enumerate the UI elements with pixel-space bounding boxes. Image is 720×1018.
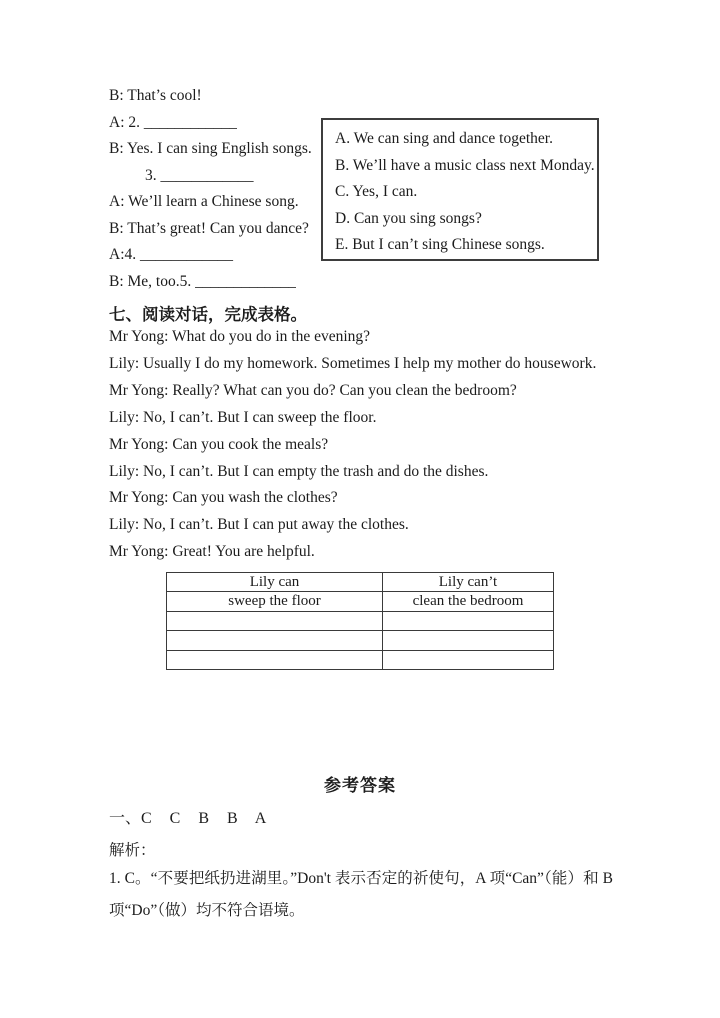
- exercise-seven-heading: 七、阅读对话，完成表格。: [109, 305, 307, 324]
- analysis-label: 解析：: [109, 842, 156, 859]
- table-cell-empty: [383, 650, 554, 669]
- option-d: D. Can you sing songs?: [335, 209, 482, 227]
- dialogue-line-blank-4: A:4. ____________: [109, 246, 233, 263]
- table-cell-empty: [383, 631, 554, 650]
- dialogue-line: Lily: No, I can’t. But I can empty the trash and do the dishes.: [109, 462, 489, 480]
- dialogue-line: A: We’ll learn a Chinese song.: [109, 193, 299, 210]
- table-cell-empty: [167, 611, 383, 630]
- dialogue-line: B: Yes. I can sing English songs.: [109, 140, 312, 157]
- table-cell: sweep the floor: [167, 592, 383, 611]
- exercise-seven-dialogue: [109, 324, 619, 566]
- table-row: [167, 611, 554, 630]
- table-cell-empty: [167, 650, 383, 669]
- dialogue-line: Mr Yong: Can you cook the meals?: [109, 435, 329, 453]
- dialogue-line: Lily: No, I can’t. But I can sweep the floor.: [109, 408, 377, 426]
- explanation-line: 项“Do”（做）均不符合语境。: [109, 901, 305, 919]
- option-a: A. We can sing and dance together.: [335, 130, 553, 147]
- option-e: E. But I can’t sing Chinese songs.: [335, 236, 545, 254]
- table-row: [167, 631, 554, 650]
- dialogue-line-blank-5: B: Me, too.5. _____________: [109, 272, 296, 290]
- table-cell: clean the bedroom: [383, 592, 554, 611]
- table-row: [167, 650, 554, 669]
- dialogue-line: Mr Yong: Really? What can you do? Can you clean the bedroom?: [109, 381, 517, 399]
- dialogue-line-blank-3: 3. ____________: [145, 166, 254, 184]
- exercise-six-dialogue: [109, 83, 339, 295]
- dialogue-line: Mr Yong: What do you do in the evening?: [109, 328, 371, 345]
- dialogue-line: Mr Yong: Great! You are helpful.: [109, 543, 315, 561]
- table-header-lily-can: Lily can: [167, 573, 383, 592]
- dialogue-line: B: That’s cool!: [109, 87, 202, 104]
- table-cell-empty: [383, 611, 554, 630]
- dialogue-line: Mr Yong: Can you wash the clothes?: [109, 489, 338, 507]
- table-row: [167, 592, 554, 611]
- answers-title: 参考答案: [324, 776, 396, 795]
- explanation-line: 1. C。“不要把纸扔进湖里。”Don't 表示否定的祈使句，A 项“Can”（能）和 B: [109, 870, 613, 887]
- dialogue-line: Lily: Usually I do my homework. Sometimes I help my mother do housework.: [109, 354, 597, 372]
- option-c: C. Yes, I can.: [335, 183, 418, 201]
- options-box: [321, 118, 599, 261]
- answer-explanation: [109, 863, 613, 927]
- dialogue-line: Lily: No, I can’t. But I can put away the clothes.: [109, 516, 409, 534]
- option-b: B. We’ll have a music class next Monday.: [335, 156, 595, 174]
- answers-section-one: 一、C C B B A: [109, 810, 267, 827]
- dialogue-line: B: That’s great! Can you dance?: [109, 219, 309, 237]
- dialogue-line-blank-2: A: 2. ____________: [109, 113, 237, 131]
- table-header-row: [167, 573, 554, 592]
- chores-table: [166, 572, 554, 670]
- table-cell-empty: [167, 631, 383, 650]
- table-header-lily-cant: Lily can’t: [383, 573, 554, 592]
